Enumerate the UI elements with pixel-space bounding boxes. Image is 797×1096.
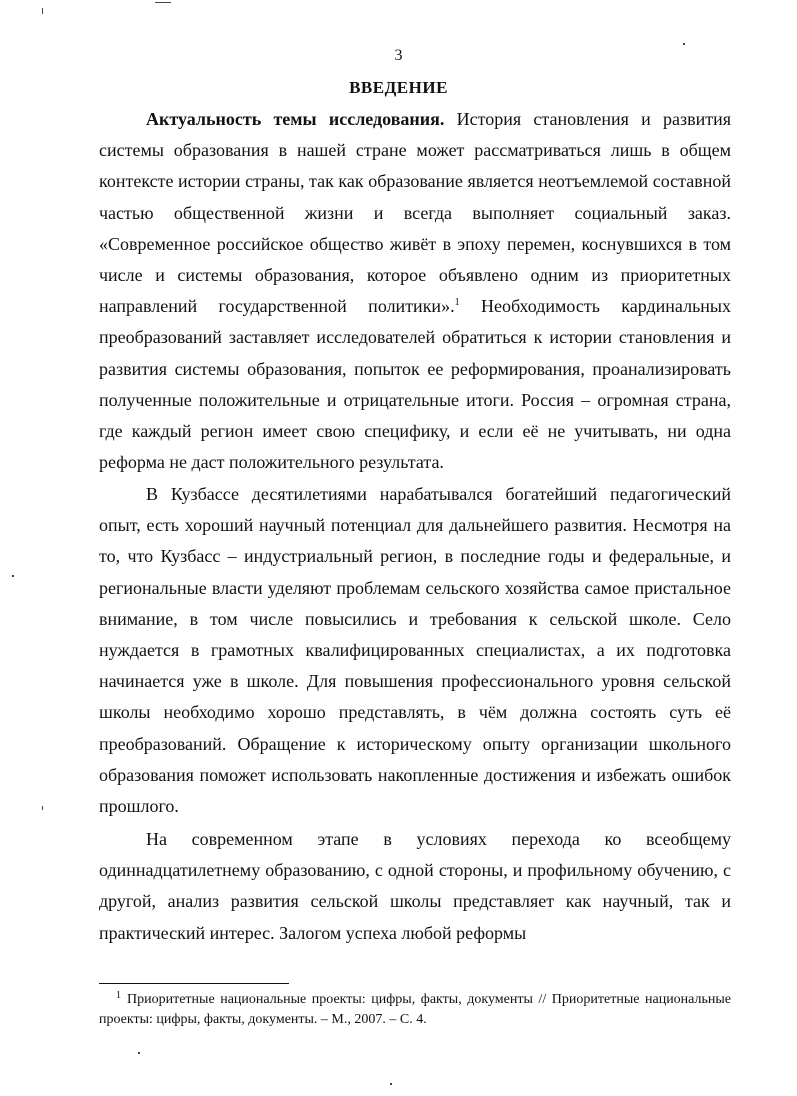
- paragraph-text: Необходимость кардинальных преобразований заставляет исследователей обратиться к истории становления и развития системы образования, попыток ее реформирования, проанализировать полученные положительные и отрицательные итоги. Россия – огромная страна, где каждый регион имеет свою специфику, и если её не учитывать, ни одна реформа не даст положительного результата.: [99, 296, 732, 473]
- scan-speck: [390, 1083, 392, 1085]
- paragraph-relevance: [99, 104, 731, 478]
- scan-speck: [42, 806, 43, 810]
- paragraph-current-stage: На современном этапе в условиях перехода ко всеобщему одиннадцатилетнему образованию, с одной стороны, и профильному обучению, с другой, анализ развития сельской школы представляет как научный, так и практический интерес. Залогом успеха любой реформы: [99, 829, 731, 943]
- lead-phrase: Актуальность темы исследования.: [146, 109, 445, 129]
- paragraph-text: История становления и развития системы образования в нашей стране может рассматриваться лишь в общем контексте истории страны, так как образование является неотъемлемой составной частью общественной жизни и всегда выполняет социальный заказ. «Современное российское общество живёт в эпоху перемен, коснувшихся в том числе и системы образования, которое объявлено одним из приоритетных направлений государственной политики».: [99, 109, 731, 317]
- footnote-text: Приоритетные национальные проекты: цифры, факты, документы // Приоритетные национальные проекты: цифры, факты, документы. – М., 2007. – С. 4.: [99, 992, 731, 1027]
- scan-speck: [12, 575, 14, 577]
- paragraph-kuzbass: В Кузбассе десятилетиями нарабатывался богатейший педагогический опыт, есть хороший научный потенциал для дальнейшего развития. Несмотря на то, что Кузбасс – индустриальный регион, в последние годы и федеральные, и региональные власти уделяют проблемам сельского хозяйства самое пристальное внимание, в том числе повысились и требования к сельской школе. Село нуждается в грамотных квалифицированных специалистах, а их подготовка начинается уже в школе. Для повышения профессионального уровня сельской школы необходимо хорошо представлять, в чём должна состоять суть её преобразований. Обращение к историческому опыту организации школьного образования поможет использовать накопленные достижения и избежать ошибок прошлого.: [99, 484, 731, 817]
- scan-speck: [155, 2, 171, 3]
- footnote-separator: [99, 983, 289, 984]
- section-heading: ВВЕДЕНИЕ: [349, 78, 448, 97]
- scan-speck: [42, 8, 43, 14]
- footnote: [99, 990, 731, 1030]
- footnote-reference: 1: [454, 297, 460, 309]
- footnote-number: 1: [116, 990, 121, 1001]
- scan-speck: [138, 1052, 140, 1054]
- scan-speck: [683, 43, 685, 45]
- page-number: 3: [394, 47, 403, 64]
